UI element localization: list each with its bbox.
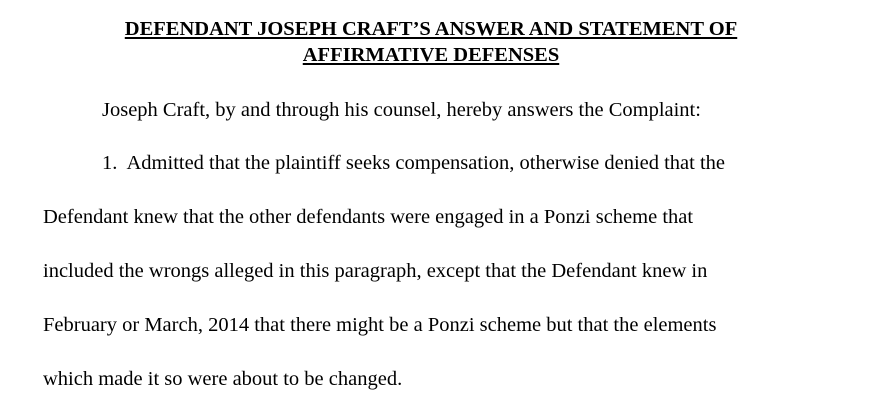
- paragraph-1-line: included the wrongs alleged in this paragraph, except that the Defendant knew in: [43, 260, 708, 282]
- paragraph-1-line: Defendant knew that the other defendants were engaged in a Ponzi scheme that: [43, 206, 694, 228]
- document-title-line-2: AFFIRMATIVE DEFENSES: [302, 44, 560, 66]
- paragraph-1-line: 1. Admitted that the plaintiff seeks compensation, otherwise denied that the: [102, 152, 726, 174]
- paragraph-1-line: which made it so were about to be changed.: [43, 368, 403, 390]
- paragraph-1-line: February or March, 2014 that there might be a Ponzi scheme but that the elements: [43, 314, 717, 336]
- document-title-line-1: DEFENDANT JOSEPH CRAFT’S ANSWER AND STATEMENT OF: [124, 18, 738, 40]
- intro-sentence: Joseph Craft, by and through his counsel, hereby answers the Complaint:: [102, 99, 701, 121]
